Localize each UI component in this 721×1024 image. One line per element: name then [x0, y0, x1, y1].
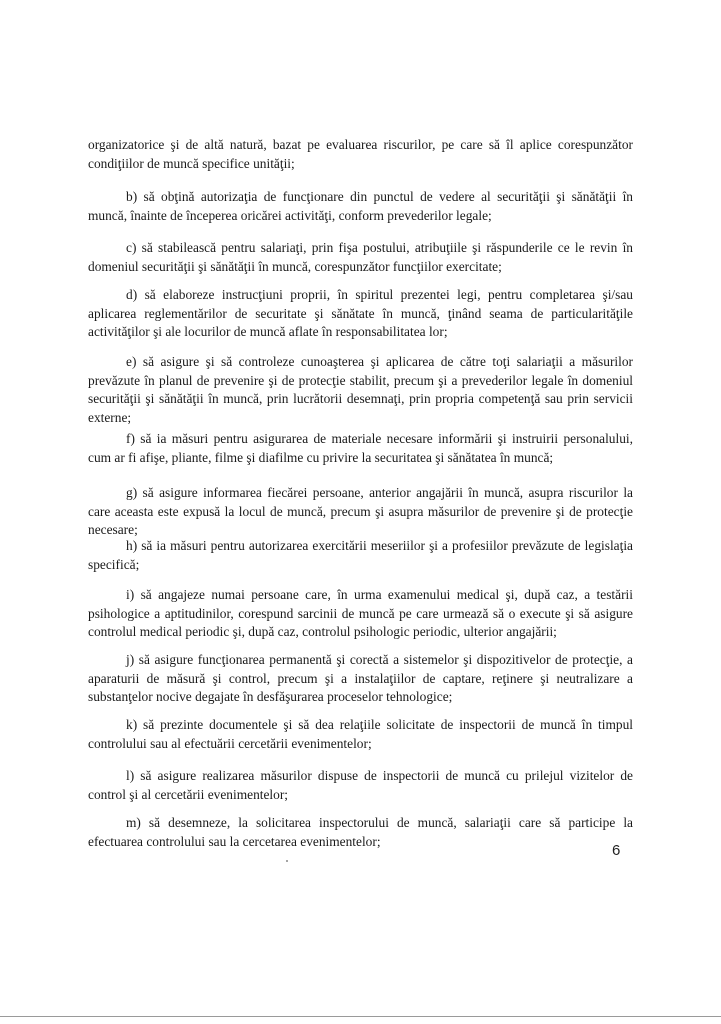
paragraph-l: l) să asigure realizarea măsurilor dispuse de inspectorii de muncă cu prilejul vizitelor de control şi al cercetării evenimentelor; [88, 768, 633, 802]
paragraph-k: k) să prezinte documentele şi să dea relaţiile solicitate de inspectorii de muncă în timpul controlului sau al efectuării cercetării evenimentelor; [88, 717, 633, 751]
paragraph-g: g) să asigure informarea fiecărei persoane, anterior angajării în muncă, asupra riscurilor la care aceasta este expusă la locul de muncă, precum şi asupra măsurilor de prevenire şi de protecţie necesare; [88, 485, 633, 537]
paragraph-j: j) să asigure funcţionarea permanentă şi corectă a sistemelor şi dispozitivelor de protecţie, a aparaturii de măsură şi control, precum şi a instalaţiilor de captare, reţinere şi neutralizare a substanţelor nocive degajate în desfăşurarea proceselor tehnologice; [88, 652, 633, 704]
paragraph-f: f) să ia măsuri pentru asigurarea de materiale necesare informării şi instruirii personalului, cum ar fi afişe, pliante, filme şi diafilme cu privire la securitatea şi sănătatea în muncă; [88, 431, 633, 465]
paragraph-i: i) să angajeze numai persoane care, în urma examenului medical şi, după caz, a testării psihologice a aptitudinilor, corespund sarcinii de muncă pe care urmează să o execute şi să asigure controlul medical periodic şi, după caz, controlul psihologic periodic, ulterior angajării; [88, 587, 633, 639]
paragraph-d: d) să elaboreze instrucţiuni proprii, în spiritul prezentei legi, pentru completarea şi/sau aplicarea reglementărilor de securitate şi sănătate în muncă, ţinând seama de particularităţile activităţilor şi ale locurilor de muncă aflate în responsabilitatea lor; [88, 287, 633, 339]
scan-speck [286, 860, 288, 862]
paragraph-e: e) să asigure şi să controleze cunoaşterea şi aplicarea de către toţi salariaţii a măsurilor prevăzute în planul de prevenire şi de protecţie stabilit, precum şi a prevederilor legale în domeniul securităţii şi sănătăţii în muncă, prin lucrătorii desemnaţi, prin propria competenţă sau prin servicii externe; [88, 354, 633, 425]
paragraph-b: b) să obţină autorizaţia de funcţionare din punctul de vedere al securităţii şi sănătăţii în muncă, înainte de începerea oricărei activităţi, conform prevederilor legale; [88, 189, 633, 223]
paragraph-c: c) să stabilească pentru salariaţi, prin fişa postului, atribuţiile şi răspunderile ce le revin în domeniul securităţii şi sănătăţii în muncă, corespunzător funcţiilor exercitate; [88, 240, 633, 274]
paragraph-continuation: organizatorice şi de altă natură, bazat pe evaluarea riscurilor, pe care să îl aplice corespunzător condiţiilor de muncă specifice unităţii; [88, 137, 633, 171]
paragraph-m: m) să desemneze, la solicitarea inspectorului de muncă, salariaţii care să participe la efectuarea controlului sau la cercetarea evenimentelor; [88, 815, 633, 849]
scan-edge-line [0, 1016, 721, 1017]
paragraph-h: h) să ia măsuri pentru autorizarea exercitării meseriilor şi a profesiilor prevăzute de legislaţia specifică; [88, 538, 633, 572]
page-number: 6 [612, 842, 621, 859]
